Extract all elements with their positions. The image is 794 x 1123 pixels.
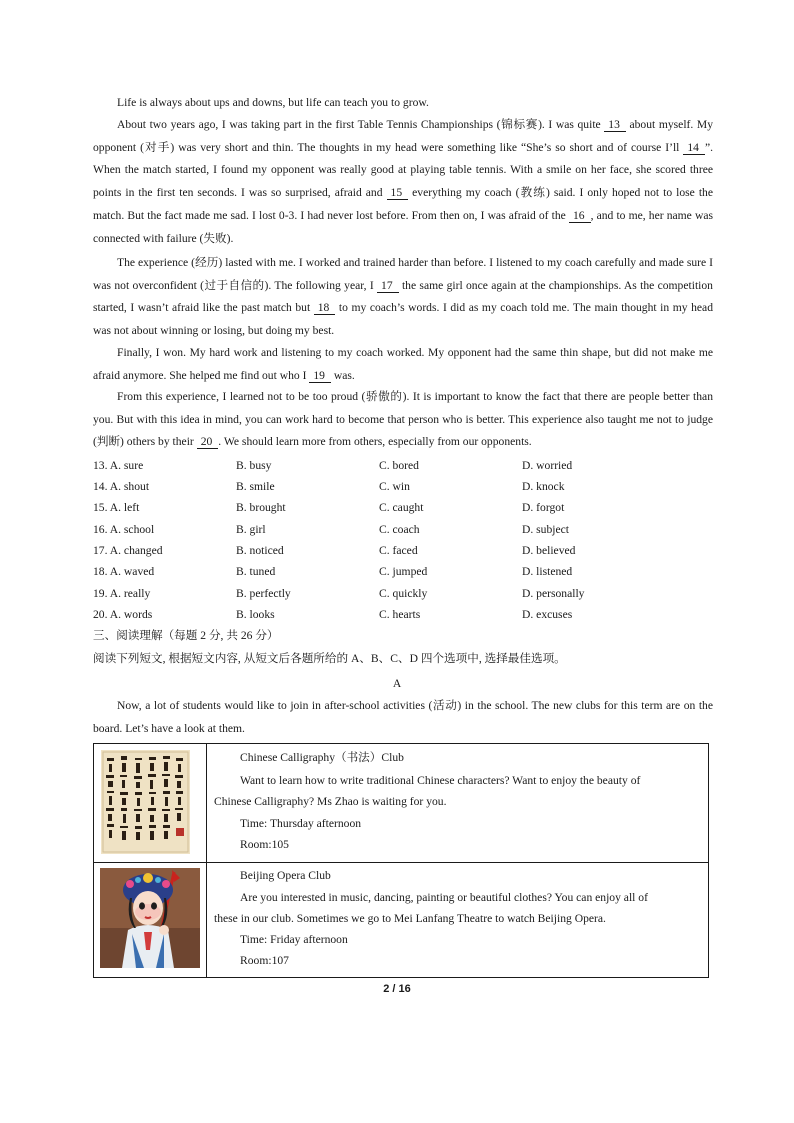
reading-intro: Now, a lot of students would like to join in after-school activities (活动) in the school. The new clubs for this term are on the board. Let’s have a look at them. bbox=[93, 699, 713, 735]
club-name: Chinese Calligraphy（书法）Club bbox=[240, 751, 404, 764]
club-time: Time: Thursday afternoon bbox=[240, 817, 362, 830]
club-room: Room:107 bbox=[240, 954, 289, 967]
p1-text-c: about myself. My opponent (对手) was very short and thin. The thoughts in my head were something like “She’s so short and of course I’ll bbox=[93, 118, 713, 154]
option-b: B. perfectly bbox=[236, 587, 291, 600]
options-row-14 bbox=[93, 476, 713, 497]
p3-text-c: was. bbox=[330, 368, 355, 382]
options-row-18 bbox=[93, 561, 713, 582]
club-row-opera bbox=[94, 863, 708, 977]
p4-text-c: . We should learn more from others, especially from our opponents. bbox=[218, 435, 532, 449]
option-d: D. subject bbox=[522, 523, 570, 536]
club-desc-line1: Want to learn how to write traditional Chinese characters? Want to enjoy the beauty of bbox=[240, 774, 641, 787]
option-b: B. smile bbox=[236, 480, 275, 493]
calligraphy-text-cell bbox=[207, 744, 707, 862]
option-b: B. girl bbox=[236, 523, 266, 536]
calligraphy-image bbox=[101, 750, 190, 854]
option-a: 13. A. sure bbox=[93, 459, 144, 472]
page-number: 2 / 16 bbox=[383, 983, 411, 995]
options-row-16 bbox=[93, 519, 713, 540]
option-d: D. excuses bbox=[522, 608, 573, 621]
p2-text-c: the same girl once again at the championships. As the competition started, I wasn’t afraid like the past match but bbox=[93, 278, 713, 315]
section-heading: 三、阅读理解（每题 2 分, 共 26 分） bbox=[93, 629, 279, 642]
p4-text-a: From this experience, I learned not to be too proud (骄傲的). It is important to know the fact that there are people better than you. But with this idea in mind, you can work hard to become that person who is better. This experience also taught me not to judge (判断) others by their bbox=[93, 390, 713, 449]
option-c: C. win bbox=[379, 480, 410, 493]
club-desc-line2: Chinese Calligraphy? Ms Zhao is waiting for you. bbox=[214, 795, 447, 808]
option-d: D. forgot bbox=[522, 501, 565, 514]
blank-15: 15 bbox=[387, 186, 409, 200]
image-cell bbox=[94, 744, 207, 862]
paragraph-4 bbox=[93, 386, 713, 454]
part-label: A bbox=[392, 677, 402, 690]
club-time: Time: Friday afternoon bbox=[240, 933, 348, 946]
club-name: Beijing Opera Club bbox=[240, 869, 331, 882]
passage-title: Life is always about ups and downs, but life can teach you to grow. bbox=[117, 96, 429, 109]
p1-text-e: everything my coach (教练) said. I only hoped not to lose the match. But the fact made me sad. I lost 0-3. I had never lost before. From then on, I was afraid of the bbox=[93, 186, 714, 222]
blank-13: 13 bbox=[604, 118, 626, 132]
option-a: 16. A. school bbox=[93, 523, 155, 536]
club-desc-line1: Are you interested in music, dancing, painting or beautiful clothes? You can enjoy all of bbox=[240, 891, 648, 904]
paragraph-3 bbox=[93, 342, 713, 387]
clubs-table bbox=[93, 743, 709, 978]
option-a: 18. A. waved bbox=[93, 565, 155, 578]
blank-19: 19 bbox=[309, 369, 331, 383]
p3-text-a: Finally, I won. My hard work and listening to my coach worked. My opponent had the same thin shape, but did not make me afraid anymore. She helped me find out who I bbox=[93, 346, 713, 382]
paragraph-1 bbox=[93, 114, 713, 250]
options-row-15 bbox=[93, 497, 713, 518]
option-c: C. hearts bbox=[379, 608, 421, 621]
option-a: 20. A. words bbox=[93, 608, 153, 621]
p1-text-a: About two years ago, I was taking part in the first Table Tennis Championships (锦标赛). I was quite bbox=[117, 118, 605, 131]
option-a: 19. A. really bbox=[93, 587, 151, 600]
option-c: C. quickly bbox=[379, 587, 428, 600]
option-d: D. worried bbox=[522, 459, 573, 472]
option-b: B. brought bbox=[236, 501, 286, 514]
option-c: C. jumped bbox=[379, 565, 428, 578]
option-d: D. personally bbox=[522, 587, 585, 600]
option-c: C. bored bbox=[379, 459, 419, 472]
opera-text-cell bbox=[207, 863, 707, 977]
blank-20: 20 bbox=[197, 435, 219, 449]
club-room: Room:105 bbox=[240, 838, 289, 851]
options-row-20 bbox=[93, 604, 713, 625]
option-a: 17. A. changed bbox=[93, 544, 163, 557]
options-row-13 bbox=[93, 455, 713, 476]
paragraph-2 bbox=[93, 252, 713, 343]
option-b: B. busy bbox=[236, 459, 272, 472]
option-c: C. coach bbox=[379, 523, 420, 536]
option-d: D. believed bbox=[522, 544, 576, 557]
blank-17: 17 bbox=[377, 279, 399, 293]
p2-text-d: to my coach’s words. I did as my coach told me. The main thought in my head was not about winning or losing, but doing my best. bbox=[93, 301, 713, 338]
p1-text-f: , and to me, her name was connected with failure (失败). bbox=[93, 208, 713, 245]
options-row-19 bbox=[93, 583, 713, 604]
option-b: B. noticed bbox=[236, 544, 284, 557]
option-a: 15. A. left bbox=[93, 501, 140, 514]
blank-14: 14 bbox=[683, 141, 705, 155]
blank-18: 18 bbox=[314, 301, 336, 315]
club-row-calligraphy bbox=[94, 744, 708, 863]
p2-text-a: The experience (经历) lasted with me. I worked and trained harder than before. I listened to my coach carefully and made sure I was not overconfident (过于自信的). The following year, I bbox=[93, 256, 713, 292]
beijing-opera-image bbox=[100, 868, 200, 968]
option-a: 14. A. shout bbox=[93, 480, 150, 493]
option-d: D. knock bbox=[522, 480, 565, 493]
club-desc-line2: these in our club. Sometimes we go to Mei Lanfang Theatre to watch Beijing Opera. bbox=[214, 912, 606, 925]
p1-text-d: ”. When the match started, I found my opponent was really good at playing table tennis. With a smile on her face, she scored three points in the first ten seconds. I was so surprised, afraid and bbox=[93, 140, 713, 200]
image-cell bbox=[94, 863, 207, 977]
option-c: C. faced bbox=[379, 544, 418, 557]
option-c: C. caught bbox=[379, 501, 424, 514]
section-instruction: 阅读下列短文, 根据短文内容, 从短文后各题所给的 A、B、C、D 四个选项中, 选择最佳选项。 bbox=[93, 652, 566, 665]
blank-16: 16 bbox=[569, 209, 591, 223]
option-b: B. tuned bbox=[236, 565, 276, 578]
options-row-17 bbox=[93, 540, 713, 561]
option-d: D. listened bbox=[522, 565, 573, 578]
option-b: B. looks bbox=[236, 608, 275, 621]
